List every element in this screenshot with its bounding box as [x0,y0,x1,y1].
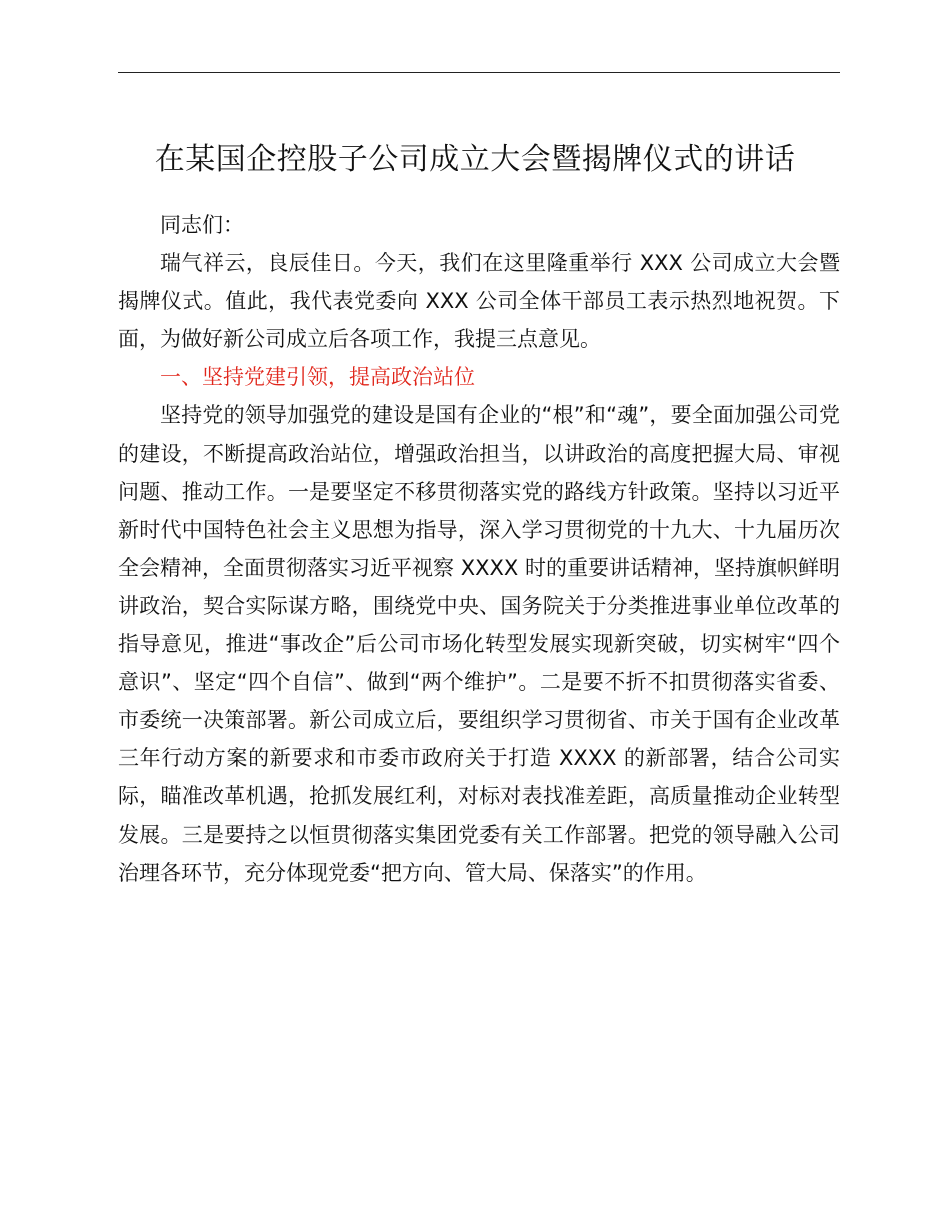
header-rule [118,72,840,73]
intro-paragraph: 瑞气祥云，良辰佳日。今天，我们在这里隆重举行 XXX 公司成立大会暨揭牌仪式。值此，我代表党委向 XXX 公司全体干部员工表示热烈地祝贺。下面，为做好新公司成立后各项工作，我提三点意见。 [118,251,840,352]
speech-title: 在某国企控股子公司成立大会暨揭牌仪式的讲话 [154,142,796,177]
speech-body [118,206,840,892]
section-1-heading: 一、坚持党建引领，提高政治站位 [160,365,475,390]
section-1-paragraph: 坚持党的领导加强党的建设是国有企业的“根”和“魂”，要全面加强公司党的建设，不断提高政治站位，增强政治担当，以讲政治的高度把握大局、审视问题、推动工作。一是要坚定不移贯彻落实党的路线方针政策。坚持以习近平新时代中国特色社会主义思想为指导，深入学习贯彻党的十九大、十九届历次全会精神，全面贯彻落实习近平视察 XXXX 时的重要讲话精神，坚持旗帜鲜明讲政治，契合实际谋方略，围绕党中央、国务院关于分类推进事业单位改革的指导意见，推进“事改企”后公司市场化转型发展实现新突破，切实树牢“四个意识”、坚定“四个自信”、做到“两个维护”。二是要不折不扣贯彻落实省委、市委统一决策部署。新公司成立后，要组织学习贯彻省、市关于国有企业改革三年行动方案的新要求和市委市政府关于打造 XXXX 的新部署，结合公司实际，瞄准改革机遇，抢抓发展红利，对标对表找准差距，高质量推动企业转型发展。三是要持之以恒贯彻落实集团党委有关工作部署。把党的领导融入公司治理各环节，充分体现党委“把方向、管大局、保落实”的作用。 [118,403,840,885]
salutation: 同志们： [160,213,244,237]
